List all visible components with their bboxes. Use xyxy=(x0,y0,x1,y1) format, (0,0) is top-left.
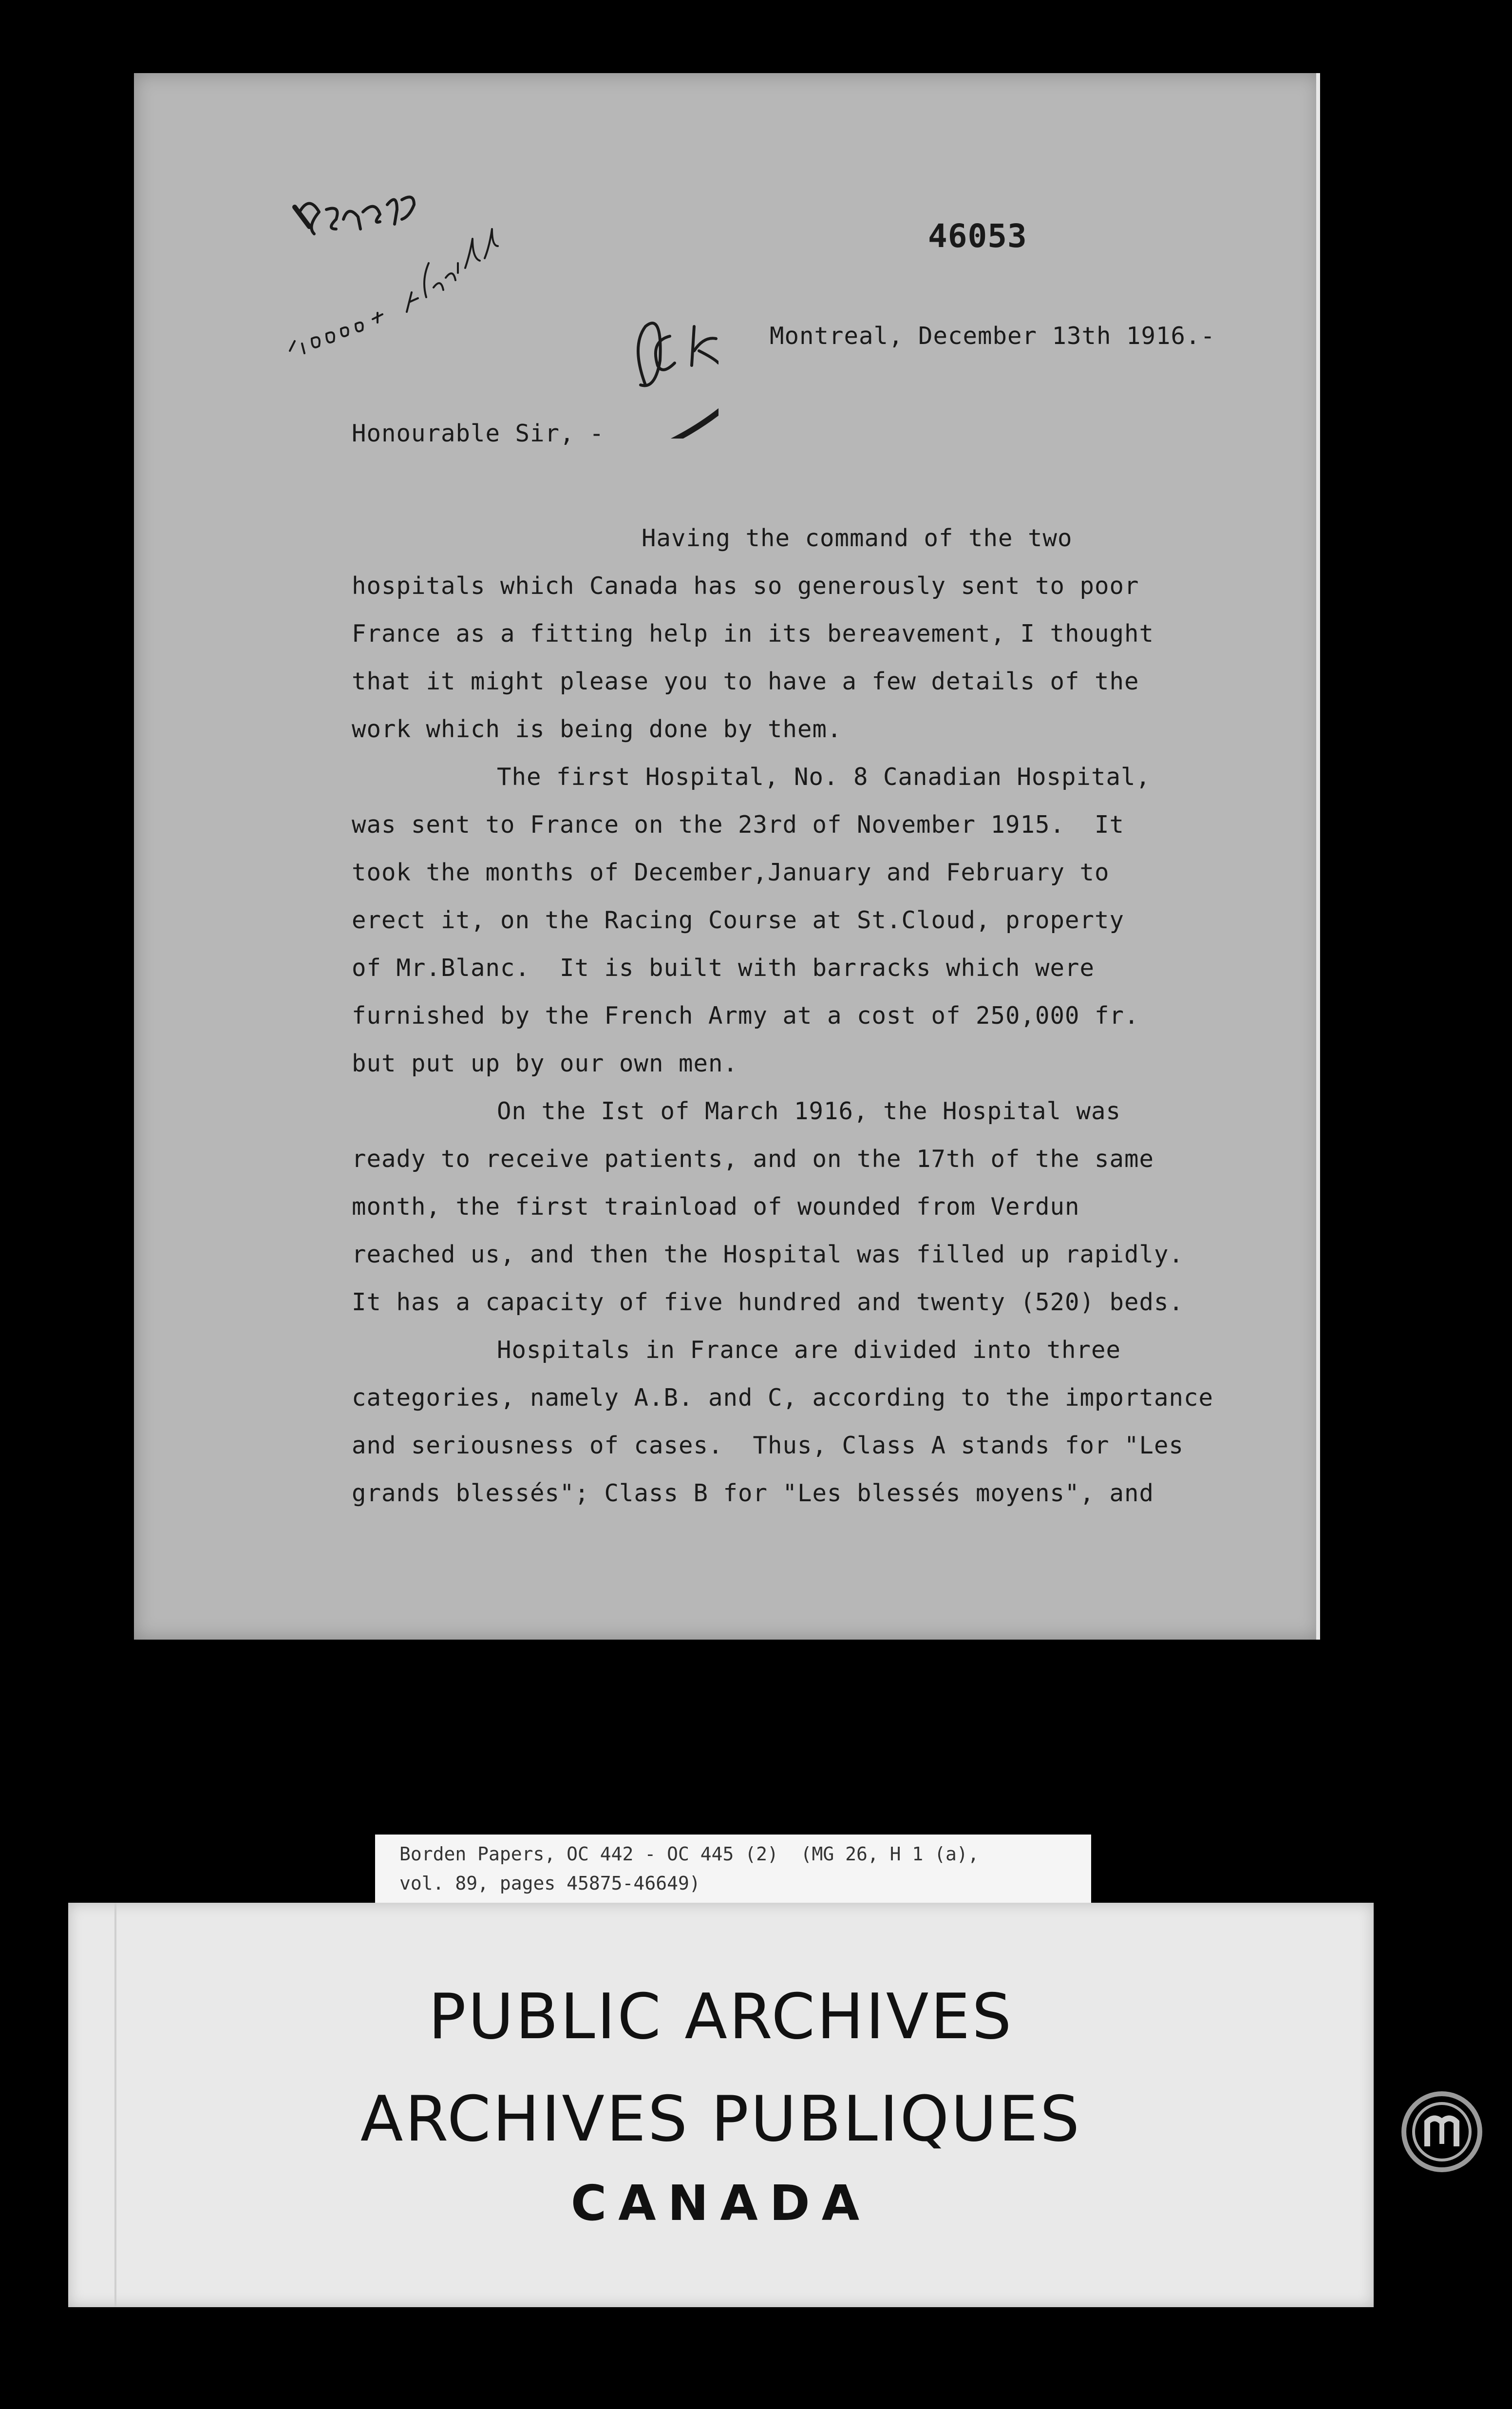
body-line: It has a capacity of five hundred and twenty (520) beds. xyxy=(352,1288,1184,1316)
body-line: was sent to France on the 23rd of November 1915. It xyxy=(352,811,1125,839)
body-line: month, the first trainload of wounded from Verdun xyxy=(352,1193,1080,1221)
body-line: grands blessés"; Class B for "Les blessés moyens", and xyxy=(352,1479,1154,1507)
body-line: Hospitals in France are divided into three xyxy=(497,1336,1121,1364)
body-line: The first Hospital, No. 8 Canadian Hospital, xyxy=(497,763,1151,791)
public-archives-card xyxy=(68,1903,1374,2307)
body-line: categories, namely A.B. and C, according to the importance xyxy=(352,1384,1214,1412)
label-line-1: Borden Papers, OC 442 - OC 445 (2) (MG 26, H 1 (a), xyxy=(399,1843,979,1865)
archives-country: CANADA xyxy=(570,2175,871,2232)
letter-page xyxy=(134,73,1320,1640)
body-line: Having the command of the two xyxy=(642,524,1073,552)
label-line-2: vol. 89, pages 45875-46649) xyxy=(399,1873,700,1894)
body-line: furnished by the French Army at a cost of 250,000 fr. xyxy=(352,1002,1139,1030)
body-line: ready to receive patients, and on the 17th of the same xyxy=(352,1145,1154,1173)
body-line: took the months of December,January and February to xyxy=(352,859,1110,886)
archives-title-fr: ARCHIVES PUBLIQUES xyxy=(360,2083,1082,2156)
archives-title-en: PUBLIC ARCHIVES xyxy=(428,1981,1014,2053)
microfilm-seal-icon xyxy=(1400,2090,1483,2173)
handwritten-annotations xyxy=(134,73,718,439)
salutation: Honourable Sir, - xyxy=(352,420,605,447)
body-line: hospitals which Canada has so generously sent to poor xyxy=(352,572,1139,600)
body-line: reached us, and then the Hospital was filled up rapidly. xyxy=(352,1241,1184,1268)
document-number: 46053 xyxy=(928,217,1027,255)
dateline: Montreal, December 13th 1916.- xyxy=(770,322,1216,350)
body-line: and seriousness of cases. Thus, Class A stands for "Les xyxy=(352,1432,1184,1459)
body-line: but put up by our own men. xyxy=(352,1050,738,1077)
archive-reference-label xyxy=(375,1835,1091,1908)
body-line: erect it, on the Racing Course at St.Cloud, property xyxy=(352,906,1125,934)
body-line: France as a fitting help in its bereavement, I thought xyxy=(352,620,1154,648)
body-line: of Mr.Blanc. It is built with barracks which were xyxy=(352,954,1095,982)
body-line: work which is being done by them. xyxy=(352,715,842,743)
body-line: On the Ist of March 1916, the Hospital was xyxy=(497,1097,1121,1125)
body-line: that it might please you to have a few details of the xyxy=(352,668,1139,695)
